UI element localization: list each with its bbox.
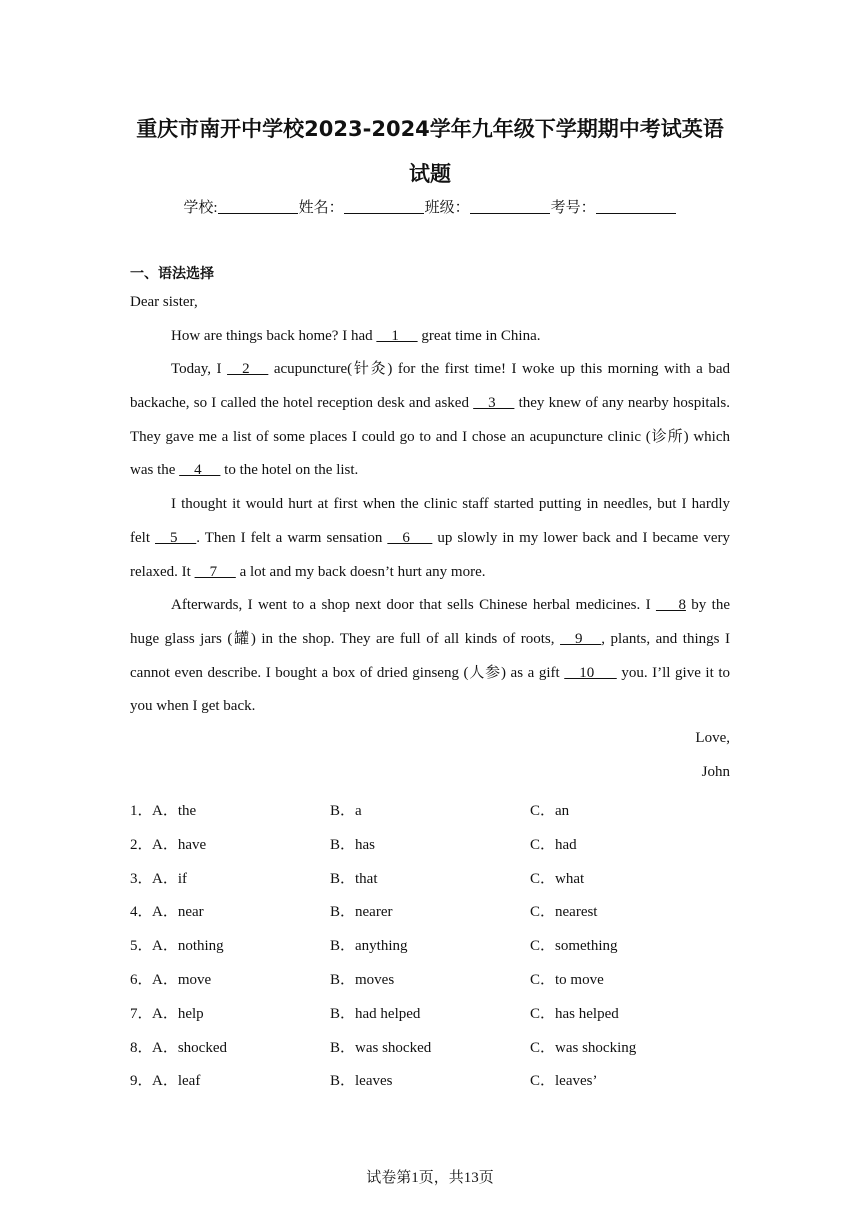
class-label: 班级： [424,200,470,216]
question-row [130,799,730,819]
letter-paragraph-2: Today, I 2 acupuncture(针灸) for the first time! I woke up this morning with a bad backache, so I called the hotel reception desk and asked 3 they knew of any nearby hospitals. They gave me a list of some places I could go to and I chose an acupuncture clinic (诊所) which was the 4 to the hotel on the list. [130,353,730,488]
class-blank[interactable] [470,199,550,214]
letter-paragraph-1: How are things back home? I had 1 great time in China. [130,320,730,354]
question-number: 5． [130,938,153,954]
option-a: A．shocked [152,1040,227,1056]
option-c: C．nearest [530,904,598,920]
option-a: A．if [152,871,187,887]
blank-4: 4 [179,462,221,479]
option-c: C．leaves’ [530,1073,598,1089]
blank-10: 10 [564,664,617,681]
blank-9: 9 [560,630,602,647]
option-b: B．that [330,871,378,887]
option-a: A．help [152,1006,204,1022]
school-blank[interactable] [218,199,298,214]
letter-paragraph-4: Afterwards, I went to a shop next door that sells Chinese herbal medicines. I 8 by the huge glass jars (罐) in the shop. They are full of all kinds of roots, 9 , plants, and things I cannot even describe. I bought a box of dried ginseng (人参) as a gift 10 you. I’ll give it to you when I get back. [130,589,730,724]
option-b: B．had helped [330,1006,421,1022]
letter-salutation: Dear sister, [130,294,198,310]
blank-7: 7 [194,563,236,580]
name-label: 姓名： [298,200,344,216]
option-a: A．near [152,904,204,920]
question-number: 4． [130,904,153,920]
option-a: A．nothing [152,938,224,954]
page-footer: 试卷第1页，共13页 [366,1170,494,1186]
question-row [130,867,730,887]
exam-number-blank[interactable] [596,199,676,214]
question-number: 3． [130,871,153,887]
letter-signature: John [701,764,730,780]
option-c: C．was shocking [530,1040,637,1056]
question-row [130,900,730,920]
name-blank[interactable] [344,199,424,214]
question-number: 8． [130,1040,153,1056]
question-row [130,1002,730,1022]
question-number: 1． [130,803,153,819]
option-c: C．what [530,871,585,887]
section-heading: 一、语法选择 [130,266,214,282]
option-b: B．has [330,837,376,853]
option-c: C．to move [530,972,604,988]
blank-2: 2 [227,361,269,377]
blank-1: 1 [376,328,418,344]
option-b: B．moves [330,972,395,988]
exam-number-label: 考号： [550,200,596,216]
blank-3: 3 [473,394,515,411]
option-a: A．move [152,972,212,988]
option-b: B．a [330,803,362,819]
question-row [130,934,730,954]
option-b: B．anything [330,938,408,954]
option-a: A．the [152,803,197,819]
blank-8: 8 [655,597,686,613]
option-b: B．leaves [330,1073,393,1089]
letter-paragraph-3: I thought it would hurt at first when the clinic staff started putting in needles, but I hardly felt 5 . Then I felt a warm sensation 6 up slowly in my lower back and I became very relaxed. It 7 a lot and my back doesn’t hurt any more. [130,488,730,589]
question-number: 9． [130,1073,153,1089]
question-row [130,1069,730,1089]
option-a: A．have [152,837,207,853]
option-c: C．an [530,803,570,819]
question-number: 7． [130,1006,153,1022]
option-b: B．nearer [330,904,393,920]
blank-6: 6 [387,529,433,546]
option-c: C．had [530,837,577,853]
option-a: A．leaf [152,1073,201,1089]
blank-5: 5 [155,529,197,546]
option-c: C．has helped [530,1006,619,1022]
question-number: 2． [130,837,153,853]
school-label: 学校: [183,200,218,216]
exam-title-line-1: 重庆市南开中学校2023-2024学年九年级下学期期中考试英语 [136,117,724,141]
letter-closing: Love, [695,730,730,746]
exam-title-line-2: 试题 [409,162,451,186]
student-info-line [0,196,860,217]
option-b: B．was shocked [330,1040,432,1056]
question-number: 6． [130,972,153,988]
question-row [130,833,730,853]
option-c: C．something [530,938,618,954]
question-row [130,968,730,988]
question-row [130,1036,730,1056]
